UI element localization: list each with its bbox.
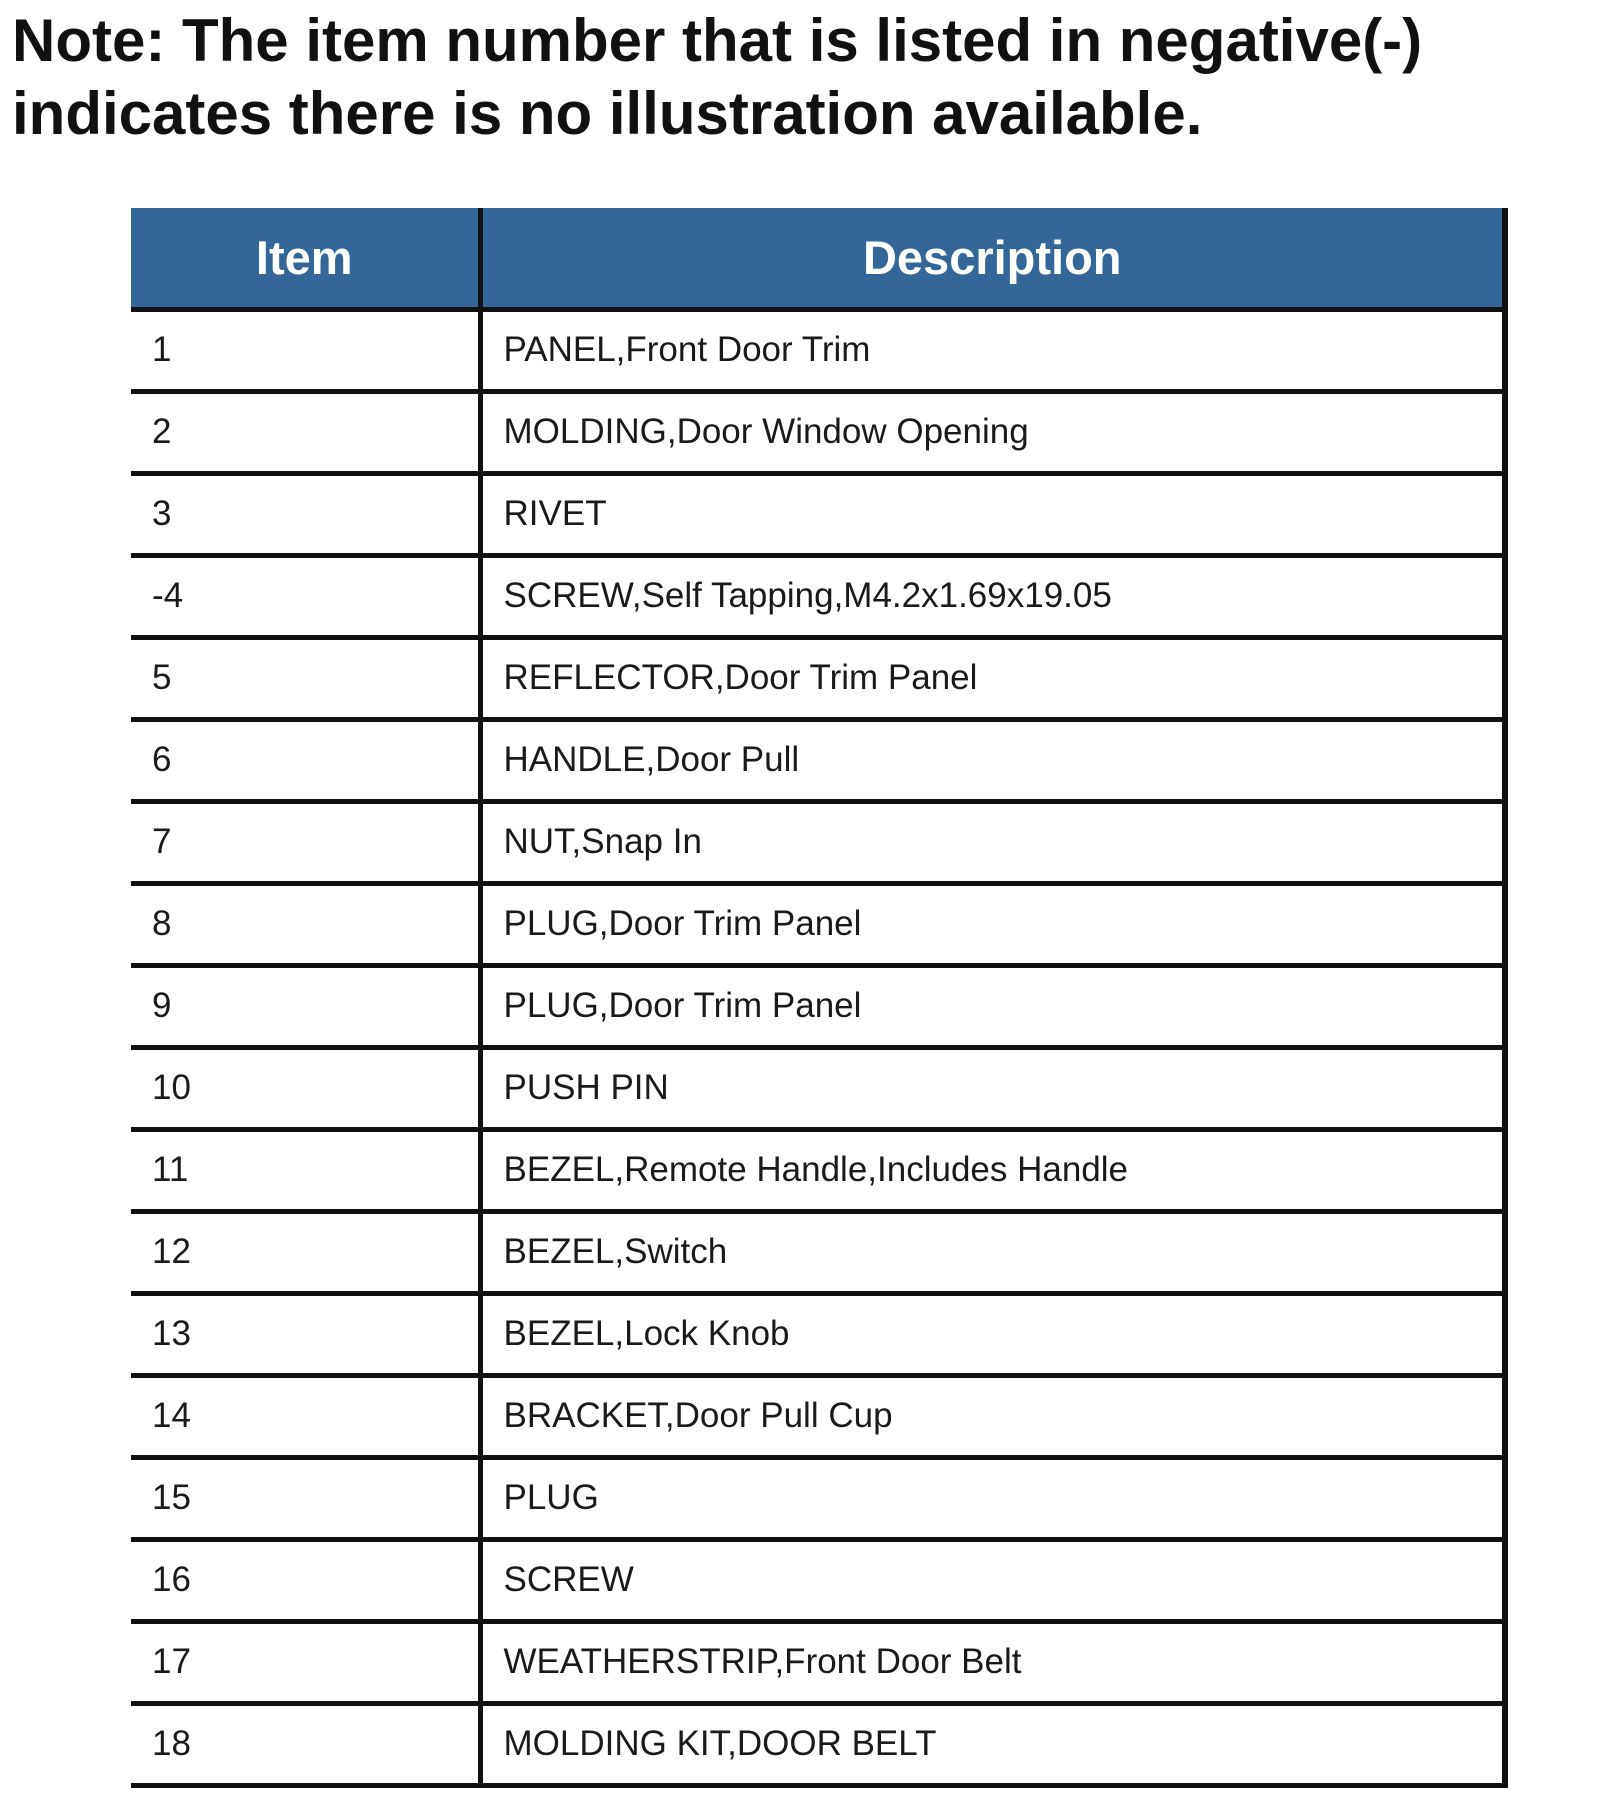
description-cell: PLUG,Door Trim Panel: [480, 965, 1505, 1047]
description-cell: PANEL,Front Door Trim: [480, 309, 1505, 391]
item-number-cell: 18: [131, 1703, 480, 1785]
table-header-row: [131, 208, 1505, 309]
table-row: [131, 965, 1505, 1047]
description-cell: RIVET: [480, 473, 1505, 555]
table-row: [131, 391, 1505, 473]
item-number-cell: 11: [131, 1129, 480, 1211]
table-row: [131, 1457, 1505, 1539]
description-cell: PUSH PIN: [480, 1047, 1505, 1129]
table-row: [131, 1539, 1505, 1621]
table-row: [131, 1293, 1505, 1375]
table-row: [131, 1211, 1505, 1293]
description-cell: BEZEL,Lock Knob: [480, 1293, 1505, 1375]
table-row: [131, 473, 1505, 555]
table-row: [131, 1703, 1505, 1785]
description-cell: BEZEL,Switch: [480, 1211, 1505, 1293]
item-number-cell: 9: [131, 965, 480, 1047]
table-row: [131, 883, 1505, 965]
item-number-cell: 5: [131, 637, 480, 719]
description-cell: HANDLE,Door Pull: [480, 719, 1505, 801]
table-row: [131, 719, 1505, 801]
table-row: [131, 1047, 1505, 1129]
item-number-cell: 16: [131, 1539, 480, 1621]
header-item: Item: [131, 208, 480, 309]
table-row: [131, 1621, 1505, 1703]
item-number-cell: 2: [131, 391, 480, 473]
table-row: [131, 801, 1505, 883]
item-number-cell: 15: [131, 1457, 480, 1539]
table-row: [131, 1129, 1505, 1211]
table-row: [131, 555, 1505, 637]
item-number-cell: 3: [131, 473, 480, 555]
description-cell: NUT,Snap In: [480, 801, 1505, 883]
description-cell: PLUG: [480, 1457, 1505, 1539]
item-number-cell: 17: [131, 1621, 480, 1703]
table-row: [131, 309, 1505, 391]
description-cell: REFLECTOR,Door Trim Panel: [480, 637, 1505, 719]
item-number-cell: 14: [131, 1375, 480, 1457]
description-cell: BEZEL,Remote Handle,Includes Handle: [480, 1129, 1505, 1211]
item-number-cell: 7: [131, 801, 480, 883]
item-number-cell: -4: [131, 555, 480, 637]
table-row: [131, 637, 1505, 719]
item-number-cell: 6: [131, 719, 480, 801]
item-number-cell: 1: [131, 309, 480, 391]
parts-table: [131, 208, 1508, 1788]
description-cell: SCREW: [480, 1539, 1505, 1621]
description-cell: WEATHERSTRIP,Front Door Belt: [480, 1621, 1505, 1703]
item-number-cell: 8: [131, 883, 480, 965]
description-cell: PLUG,Door Trim Panel: [480, 883, 1505, 965]
description-cell: MOLDING,Door Window Opening: [480, 391, 1505, 473]
description-cell: MOLDING KIT,DOOR BELT: [480, 1703, 1505, 1785]
table-row: [131, 1375, 1505, 1457]
header-description: Description: [480, 208, 1505, 309]
item-number-cell: 12: [131, 1211, 480, 1293]
table-body: [131, 309, 1505, 1785]
item-number-cell: 13: [131, 1293, 480, 1375]
page-note: Note: The item number that is listed in negative(-) indicates there is no illustration available.: [12, 7, 1423, 147]
description-cell: SCREW,Self Tapping,M4.2x1.69x19.05: [480, 555, 1505, 637]
description-cell: BRACKET,Door Pull Cup: [480, 1375, 1505, 1457]
item-number-cell: 10: [131, 1047, 480, 1129]
